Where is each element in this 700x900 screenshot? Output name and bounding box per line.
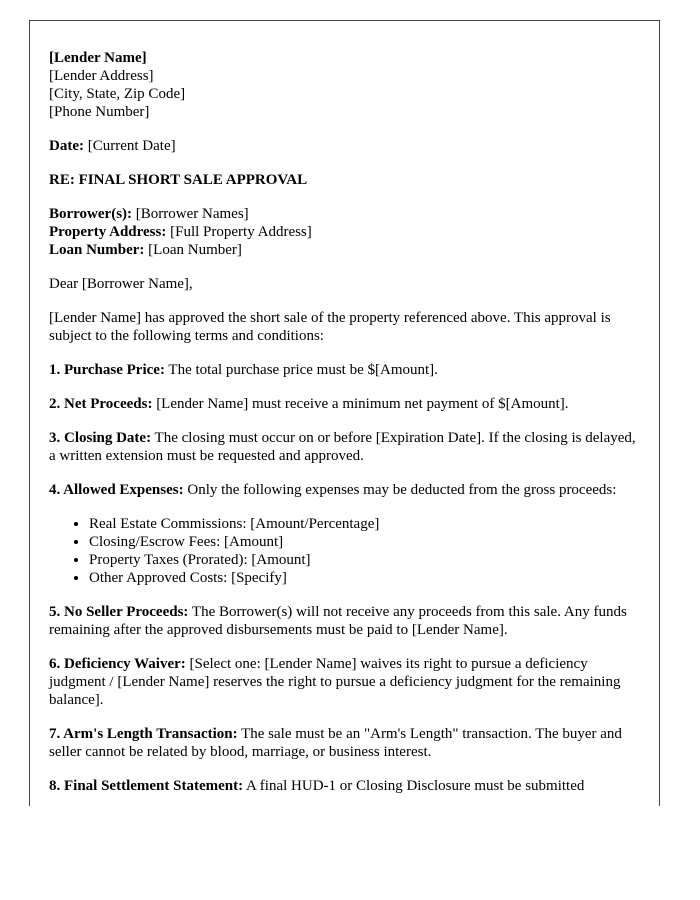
term-text: The total purchase price must be $[Amount]. (164, 362, 438, 378)
details-block (49, 205, 640, 259)
term-text: The sale must be an "Arm's Length" transaction. The buyer and seller cannot be related by blood, marriage, or business interest. (49, 726, 622, 760)
term-5 (49, 603, 640, 639)
term-6 (49, 655, 640, 709)
term-3 (49, 429, 640, 465)
term-2 (49, 395, 640, 413)
term-text: A final HUD-1 or Closing Disclosure must be submitted (243, 778, 585, 794)
subject-text: RE: FINAL SHORT SALE APPROVAL (49, 172, 308, 188)
lender-address: [Lender Address] (49, 68, 154, 84)
term-label: 8. Final Settlement Statement: (49, 778, 244, 794)
date-value: [Current Date] (83, 138, 176, 154)
term-text: The Borrower(s) will not receive any proceeds from this sale. Any funds remaining after the approved disbursements must be paid to [Lender Name]. (49, 604, 627, 638)
list-item: • Real Estate Commissions: [Amount/Percentage] (89, 515, 640, 533)
list-item: • Other Approved Costs: [Specify] (89, 569, 640, 587)
term-label: 7. Arm's Length Transaction: (49, 726, 238, 742)
term-4 (49, 481, 640, 499)
term-text: Only the following expenses may be deducted from the gross proceeds: (183, 482, 617, 498)
property-label: Property Address: (49, 224, 167, 240)
subject-line (49, 171, 640, 189)
term-text: [Lender Name] must receive a minimum net payment of $[Amount]. (152, 396, 569, 412)
expenses-list (49, 515, 640, 587)
term-label: 5. No Seller Proceeds: (49, 604, 189, 620)
term-label: 4. Allowed Expenses: (49, 482, 184, 498)
letter-content (30, 21, 659, 795)
term-8 (49, 777, 640, 795)
loan-label: Loan Number: (49, 242, 145, 258)
term-1 (49, 361, 640, 379)
lender-city: [City, State, Zip Code] (49, 86, 186, 102)
property-value: [Full Property Address] (166, 224, 312, 240)
borrower-label: Borrower(s): (49, 206, 133, 222)
term-label: 6. Deficiency Waiver: (49, 656, 186, 672)
term-label: 2. Net Proceeds: (49, 396, 153, 412)
intro-paragraph: [Lender Name] has approved the short sale of the property referenced above. This approval is subject to the following terms and conditions: (49, 310, 611, 344)
term-7 (49, 725, 640, 761)
salutation: Dear [Borrower Name], (49, 276, 193, 292)
borrower-value: [Borrower Names] (132, 206, 249, 222)
term-label: 1. Purchase Price: (49, 362, 165, 378)
letter-page (29, 20, 660, 806)
loan-value: [Loan Number] (144, 242, 242, 258)
list-item: • Property Taxes (Prorated): [Amount] (89, 551, 640, 569)
list-item: • Closing/Escrow Fees: [Amount] (89, 533, 640, 551)
term-text: The closing must occur on or before [Expiration Date]. If the closing is delayed, a written extension must be requested and approved. (49, 430, 636, 464)
lender-phone: [Phone Number] (49, 104, 150, 120)
term-text: [Select one: [Lender Name] waives its right to pursue a deficiency judgment / [Lender Name] reserves the right to pursue a deficiency judgment for the remaining balance]. (49, 656, 621, 708)
date-label: Date: (49, 138, 84, 154)
lender-name: [Lender Name] (49, 50, 147, 66)
term-label: 3. Closing Date: (49, 430, 152, 446)
date-line (49, 137, 640, 155)
lender-block (49, 49, 640, 121)
